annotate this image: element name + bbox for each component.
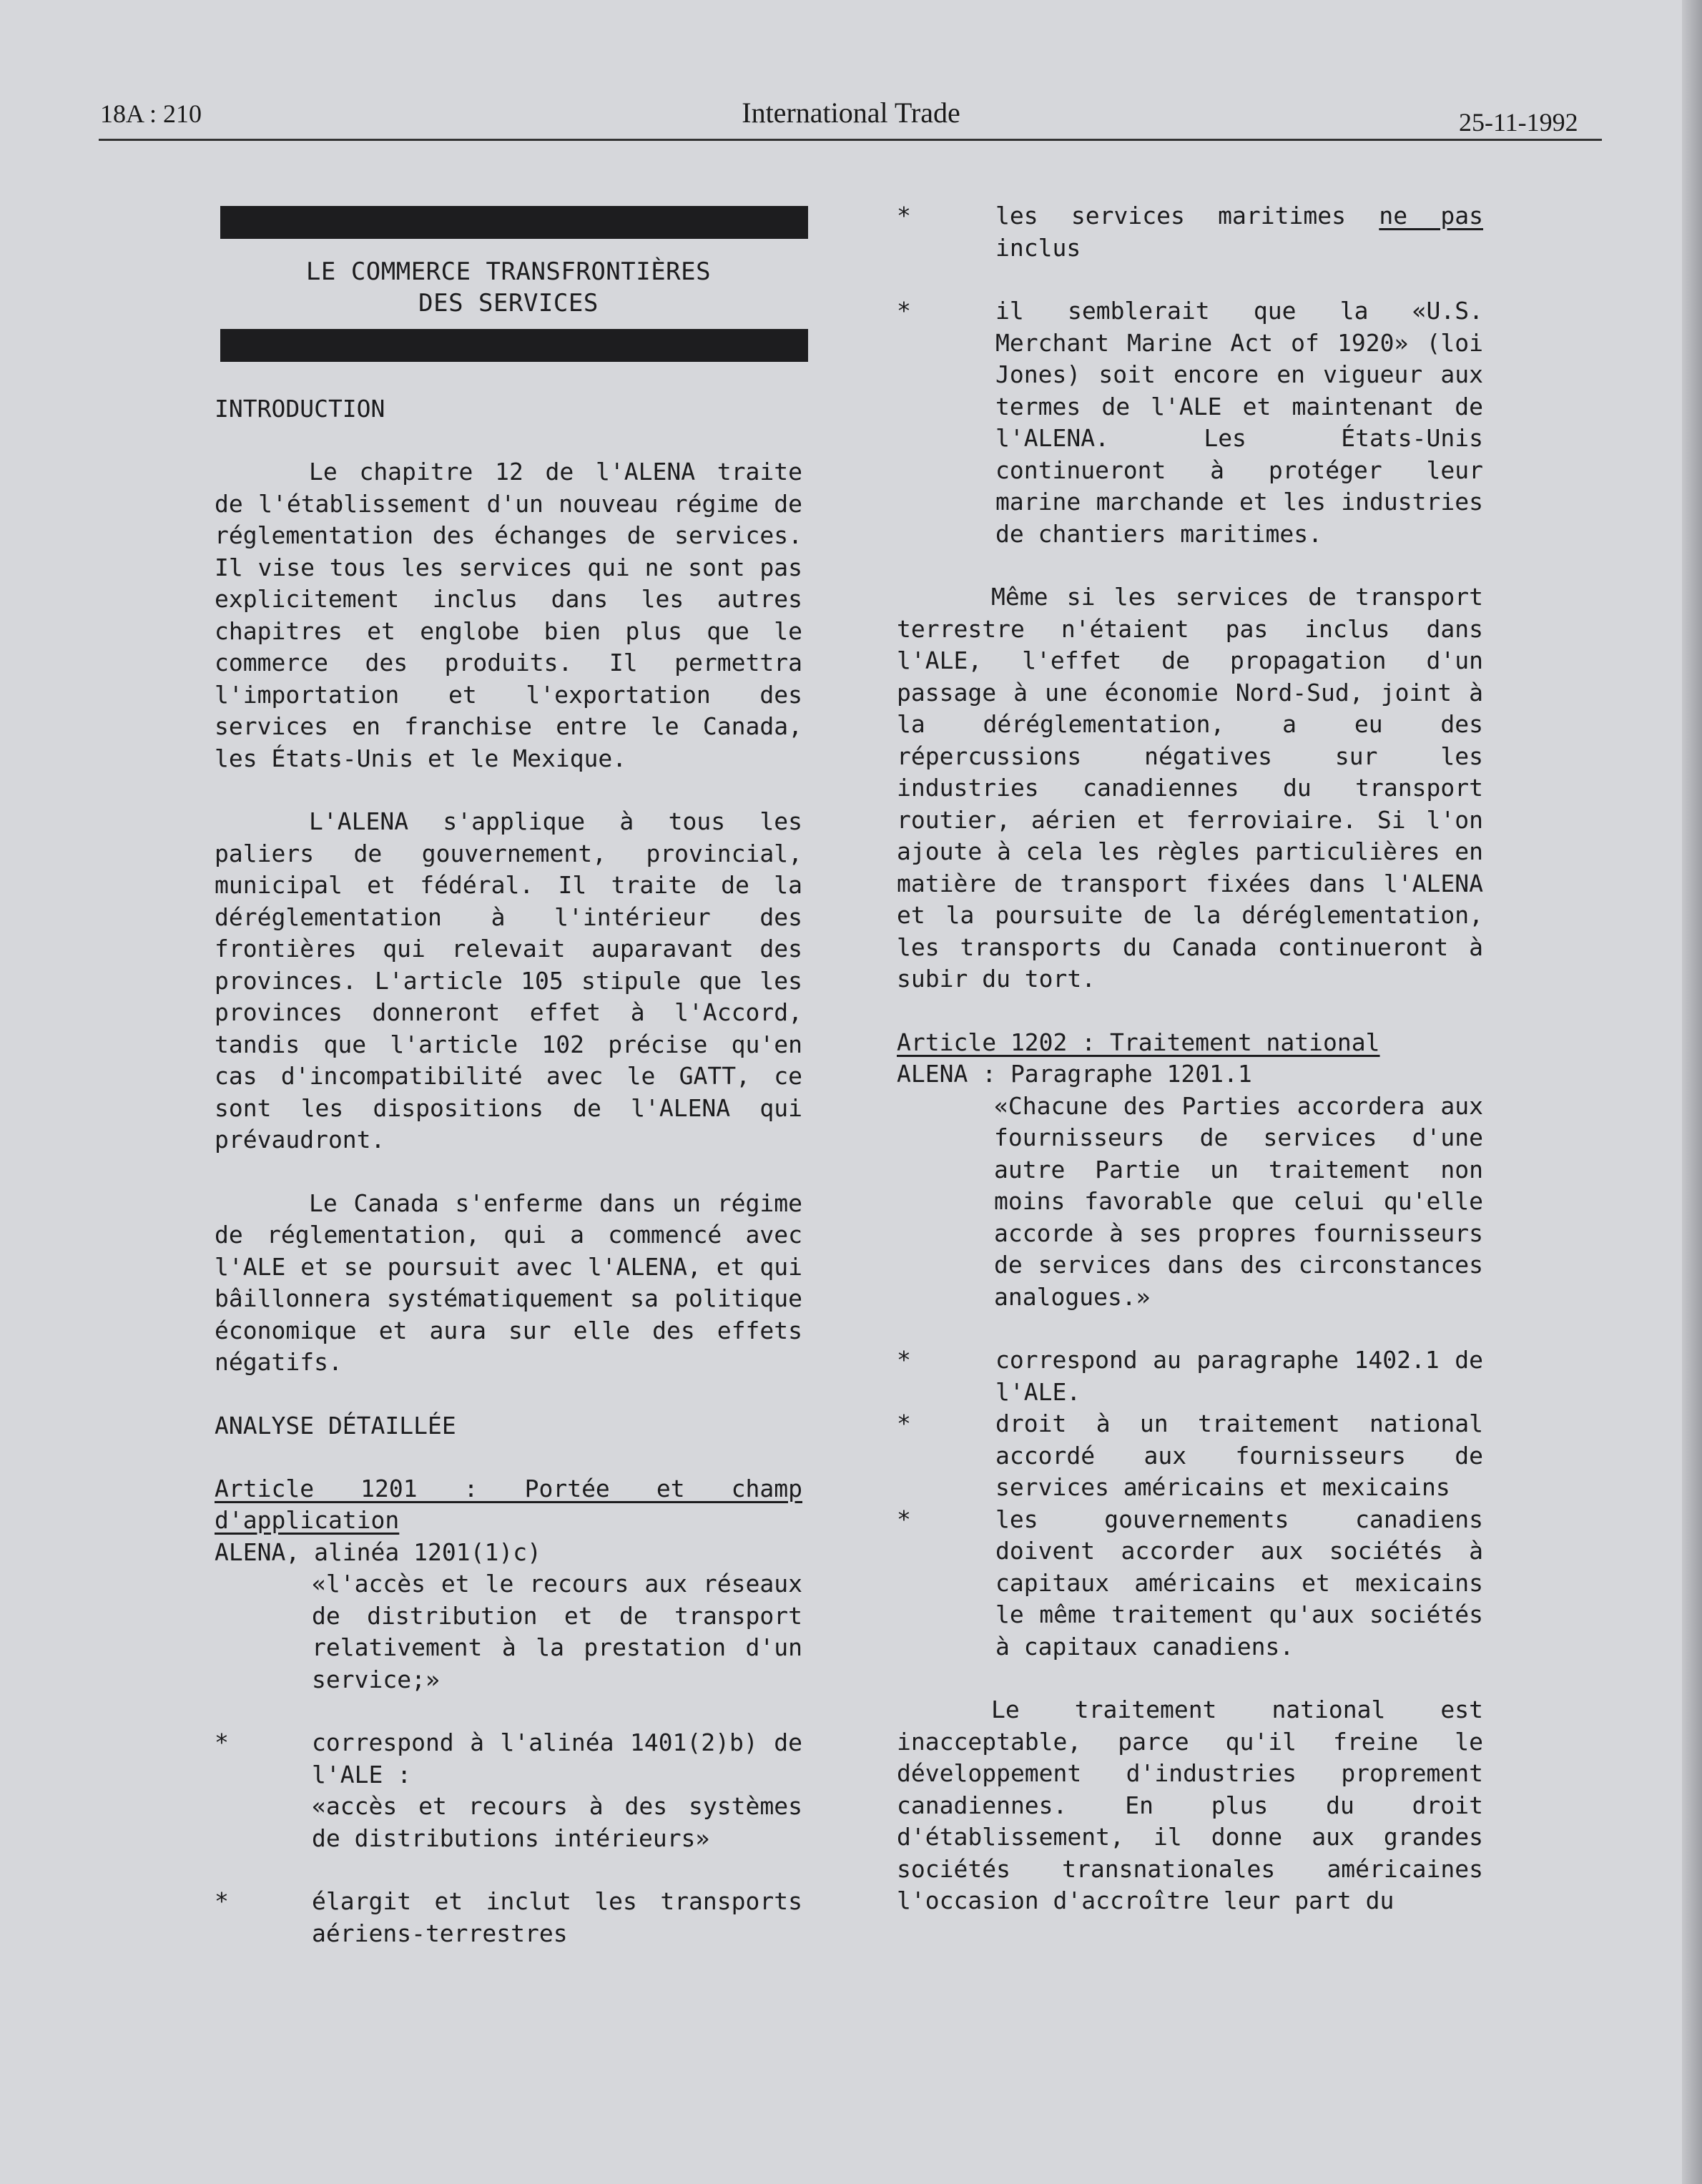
- bullet-item: [897, 200, 1483, 264]
- intro-paragraph-2: L'ALENA s'applique à tous les paliers de gouvernement, provincial, municipal et fédéral. Il traite de la déréglementation à l'intérieur des frontières qui relevait auparavant des provinces. L'article 105 stipule que les provinces donneront effet à l'Accord, tandis que l'article 102 précise qu'en cas d'incompatibilité avec le GATT, ce sont les dispositions de l'ALENA qui prévaudront.: [215, 807, 802, 1154]
- bullet-text: les gouvernements canadiens doivent accorder aux sociétés à capitaux américains et mexicains le même traitement qu'aux sociétés à capitaux canadiens.: [995, 1505, 1483, 1661]
- analysis-heading: ANALYSE DÉTAILLÉE: [215, 1411, 456, 1440]
- page-edge: [1682, 0, 1702, 2184]
- right-column: [897, 200, 1483, 1917]
- left-column: [215, 200, 802, 1949]
- section-title-line1: LE COMMERCE TRANSFRONTIÈRES: [305, 257, 712, 286]
- running-title: International Trade: [742, 97, 960, 129]
- bullet-text-part: inclus: [995, 233, 1081, 262]
- bullet-text: droit à un traitement national accordé aux fournisseurs de services américains et mexicains: [995, 1410, 1483, 1501]
- bullet-item: [897, 295, 1483, 550]
- underlined-text: ne pas: [1379, 202, 1483, 230]
- article-1202-reference: ALENA : Paragraphe 1201.1: [897, 1060, 1252, 1088]
- bullet-star: *: [897, 202, 911, 230]
- bullet-text: [995, 200, 1483, 264]
- article-1201-title: Article 1201 : Portée et champ d'application: [215, 1474, 802, 1534]
- bullet-text: correspond au paragraphe 1402.1 de l'ALE.: [995, 1346, 1483, 1406]
- bullet-text: correspond à l'alinéa 1401(2)b) de l'ALE :: [312, 1728, 802, 1789]
- bullet-item: [215, 1886, 802, 1949]
- bullet-text-part: les services maritimes: [995, 202, 1379, 230]
- header-rule: [99, 139, 1602, 141]
- title-bar-top: [220, 206, 808, 239]
- title-bar-bottom: [220, 329, 808, 362]
- bullet-star: *: [215, 1887, 229, 1915]
- bullet-text: élargit et inclut les transports aériens-terrestres: [312, 1887, 802, 1947]
- article-1202-title: Article 1202 : Traitement national: [897, 1028, 1380, 1056]
- bullet-star: *: [897, 1505, 911, 1533]
- transport-paragraph: Même si les services de transport terrestre n'étaient pas inclus dans l'ALE, l'effet de propagation d'un passage à une économie Nord-Sud, joint à la déréglementation, a eu des répercussions négatives sur les industries canadiennes du transport routier, aérien et ferroviaire. Si l'on ajoute à cela les règles particulières en matière de transport fixées dans l'ALENA et la poursuite de la déréglementation, les transports du Canada continueront à subir du tort.: [897, 583, 1483, 993]
- bullet-star: *: [897, 1346, 911, 1374]
- bullet-quote: «accès et recours à des systèmes de distributions intérieurs»: [312, 1792, 802, 1852]
- page-number: 18A : 210: [100, 99, 202, 128]
- article-1201-quote: «l'accès et le recours aux réseaux de distribution et de transport relativement à la prestation d'un service;»: [312, 1570, 802, 1693]
- bullet-item: [897, 1344, 1483, 1408]
- bullet-item: [897, 1504, 1483, 1663]
- bullet-item: [215, 1727, 802, 1854]
- page-date: 25-11-1992: [1459, 108, 1578, 137]
- bullet-star: *: [215, 1728, 229, 1756]
- article-1201-reference: ALENA, alinéa 1201(1)c): [215, 1538, 541, 1566]
- intro-paragraph-1: Le chapitre 12 de l'ALENA traite de l'établissement d'un nouveau régime de réglementation des échanges de services. Il vise tous les services qui ne sont pas explicitement inclus dans les autres chapitres et englobe bien plus que le commerce des produits. Il permettra l'importation et l'exportation des services en franchise entre le Canada, les États-Unis et le Mexique.: [215, 458, 802, 772]
- bullet-item: [897, 1408, 1483, 1504]
- intro-paragraph-3: Le Canada s'enferme dans un régime de réglementation, qui a commencé avec l'ALE et se poursuit avec l'ALENA, et qui bâillonnera systématiquement sa politique économique et aura sur elle des effets négatifs.: [215, 1189, 802, 1376]
- intro-heading: INTRODUCTION: [215, 395, 385, 423]
- article-1202-quote: «Chacune des Parties accordera aux fournisseurs de services d'une autre Partie un traitement non moins favorable que celui qu'elle accorde à ses propres fournisseurs de services dans des circonstances analogues.»: [994, 1091, 1483, 1311]
- bullet-text: il semblerait que la «U.S. Merchant Marine Act of 1920» (loi Jones) soit encore en vigueur aux termes de l'ALE et maintenant de l'ALENA. Les États-Unis continueront à protéger leur marine marchande et les industries de chantiers maritimes.: [995, 297, 1483, 548]
- bullet-star: *: [897, 1410, 911, 1437]
- section-title: [215, 256, 802, 319]
- bullet-star: *: [897, 297, 911, 325]
- national-treatment-paragraph: Le traitement national est inacceptable, parce qu'il freine le développement d'industries proprement canadiennes. En plus du droit d'établissement, il donne aux grandes sociétés transnationales américaines l'occasion d'accroître leur part du: [897, 1696, 1483, 1914]
- section-title-line2: DES SERVICES: [418, 289, 599, 318]
